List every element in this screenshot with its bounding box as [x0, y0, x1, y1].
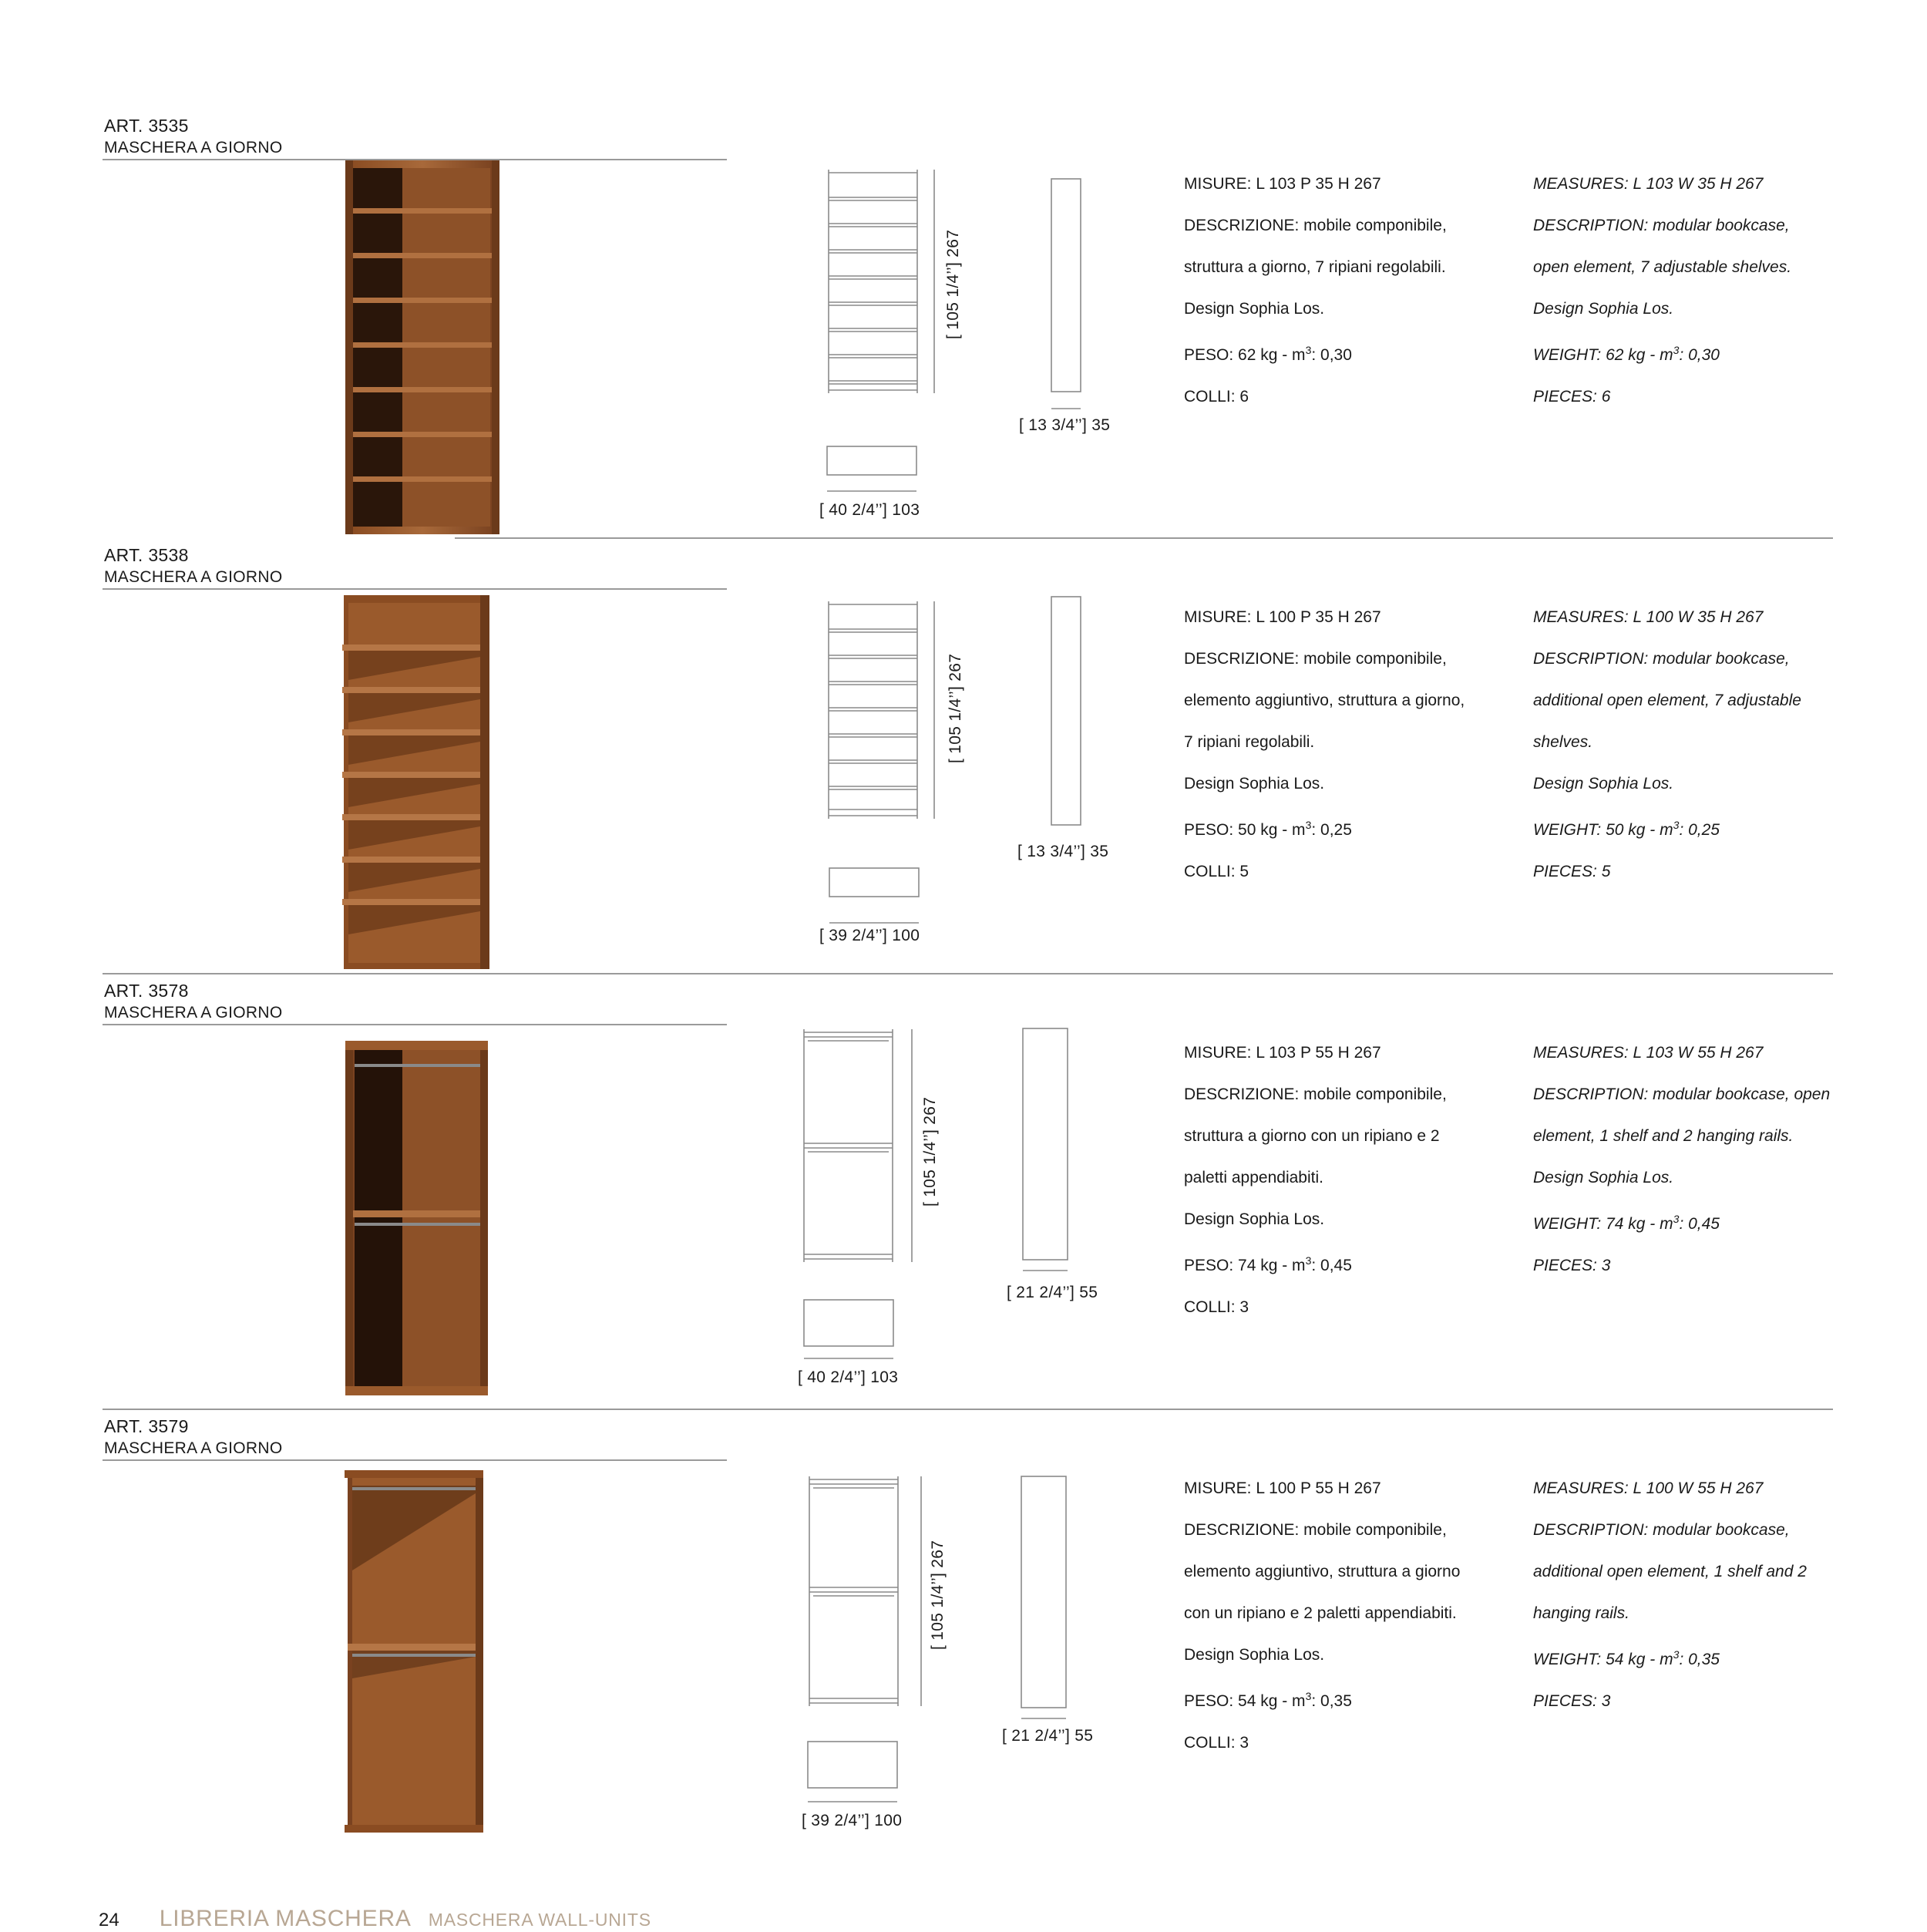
article-subtitle: MASCHERA A GIORNO: [104, 1004, 283, 1022]
description-en-line: element, 1 shelf and 2 hanging rails.: [1533, 1127, 1794, 1145]
page-number: 24: [99, 1910, 119, 1930]
article-code: ART. 3538: [104, 545, 189, 565]
depth-dimension-label: [ 13 3/4’’] 35: [1017, 843, 1109, 860]
height-dimension-label: [ 105 1/4’’] 267: [929, 1540, 947, 1650]
weight-en: WEIGHT: 62 kg - $m^3$: 0,30: [1533, 344, 1720, 364]
description-it-line: DESCRIZIONE: mobile componibile,: [1184, 217, 1447, 234]
depth-dimension-label: [ 13 3/4’’] 35: [1019, 416, 1111, 434]
description-en-line: shelves.: [1533, 733, 1593, 751]
weight-en: WEIGHT: 50 kg - $m^3$: 0,25: [1533, 819, 1720, 839]
spec-english: [1533, 153, 1791, 428]
article-subtitle: MASCHERA A GIORNO: [104, 568, 283, 586]
measures-en: MEASURES: L 103 W 55 H 267: [1533, 1044, 1764, 1062]
design-it: Design Sophia Los.: [1184, 1646, 1325, 1664]
description-it-line: struttura a giorno con un ripiano e 2: [1184, 1127, 1440, 1145]
page-footer: [99, 1906, 651, 1932]
article-code: ART. 3578: [104, 981, 189, 1001]
depth-dimension-label: [ 21 2/4’’] 55: [1007, 1284, 1098, 1301]
side-elevation-drawing: [1048, 177, 1087, 420]
wardrobe-photo: [345, 1041, 488, 1395]
spec-english: [1533, 1022, 1830, 1297]
width-dimension-label: [ 40 2/4’’] 103: [798, 1368, 899, 1386]
spec-italian: [1184, 1022, 1447, 1338]
description-it-line: DESCRIZIONE: mobile componibile,: [1184, 1521, 1447, 1539]
design-en: Design Sophia Los.: [1533, 1169, 1674, 1186]
plan-view-drawing: [805, 1738, 902, 1812]
pieces-it: COLLI: 3: [1184, 1734, 1249, 1752]
depth-dimension-label: [ 21 2/4’’] 55: [1002, 1727, 1094, 1745]
description-en-line: additional open element, 7 adjustable: [1533, 692, 1801, 709]
spec-italian: [1184, 586, 1465, 903]
pieces-en: PIECES: 3: [1533, 1692, 1611, 1710]
weight-en: WEIGHT: 74 kg - $m^3$: 0,45: [1533, 1213, 1720, 1233]
spec-italian: [1184, 1457, 1460, 1774]
design-it: Design Sophia Los.: [1184, 1210, 1325, 1228]
article-code: ART. 3535: [104, 116, 189, 136]
pieces-en: PIECES: 3: [1533, 1257, 1611, 1274]
design-it: Design Sophia Los.: [1184, 300, 1325, 318]
weight-it: PESO: 62 kg - $m^3$: 0,30: [1184, 344, 1352, 364]
description-it-line: elemento aggiuntivo, struttura a giorno,: [1184, 692, 1465, 709]
height-dimension-label: [ 105 1/4’’] 267: [944, 229, 962, 339]
bookcase-photo: [339, 595, 489, 969]
product-art-3579: [0, 1399, 1927, 1831]
design-it: Design Sophia Los.: [1184, 775, 1325, 793]
weight-it: PESO: 54 kg - $m^3$: 0,35: [1184, 1690, 1352, 1710]
pieces-it: COLLI: 5: [1184, 863, 1249, 880]
section-divider: [103, 1409, 1833, 1410]
measures-it: MISURE: L 100 P 55 H 267: [1184, 1479, 1381, 1497]
front-elevation-drawing: [821, 601, 937, 829]
weight-en: WEIGHT: 54 kg - $m^3$: 0,35: [1533, 1648, 1720, 1668]
side-elevation-drawing: [1020, 1475, 1070, 1725]
side-elevation-drawing: [1048, 595, 1087, 838]
title-divider: [103, 1024, 727, 1025]
weight-it: PESO: 50 kg - $m^3$: 0,25: [1184, 819, 1352, 839]
article-code: ART. 3579: [104, 1416, 189, 1436]
pieces-it: COLLI: 3: [1184, 1298, 1249, 1316]
height-dimension-label: [ 105 1/4’’] 267: [921, 1096, 939, 1207]
width-dimension-label: [ 40 2/4’’] 103: [819, 501, 920, 519]
measures-it: MISURE: L 103 P 55 H 267: [1184, 1044, 1381, 1062]
description-en-line: DESCRIPTION: modular bookcase,: [1533, 217, 1790, 234]
pieces-en: PIECES: 5: [1533, 863, 1611, 880]
width-dimension-label: [ 39 2/4’’] 100: [802, 1812, 903, 1829]
design-en: Design Sophia Los.: [1533, 775, 1674, 793]
description-en-line: DESCRIPTION: modular bookcase,: [1533, 650, 1790, 668]
description-it-line: elemento aggiuntivo, struttura a giorno: [1184, 1563, 1461, 1580]
pieces-en: PIECES: 6: [1533, 388, 1611, 406]
side-elevation-drawing: [1021, 1027, 1071, 1277]
description-en-line: hanging rails.: [1533, 1604, 1629, 1622]
measures-it: MISURE: L 100 P 35 H 267: [1184, 608, 1381, 626]
description-it-line: con un ripiano e 2 paletti appendiabiti.: [1184, 1604, 1457, 1622]
brand-subtitle: MASCHERA WALL-UNITS: [428, 1910, 651, 1930]
description-it-line: DESCRIZIONE: mobile componibile,: [1184, 1085, 1447, 1103]
title-divider: [103, 1459, 727, 1461]
spec-english: [1533, 586, 1801, 903]
brand-title: LIBRERIA MASCHERA: [159, 1906, 412, 1931]
spec-italian: [1184, 153, 1447, 428]
bookcase-photo: [345, 160, 499, 534]
product-art-3535: [0, 93, 1927, 524]
front-elevation-drawing: [805, 1476, 925, 1715]
wardrobe-photo: [345, 1470, 483, 1833]
description-en-line: DESCRIPTION: modular bookcase,: [1533, 1521, 1790, 1539]
spec-english: [1533, 1457, 1807, 1732]
description-it-line: struttura a giorno, 7 ripiani regolabili.: [1184, 258, 1446, 276]
section-divider: [455, 537, 1833, 539]
section-divider: [103, 973, 1833, 974]
product-art-3578: [0, 964, 1927, 1395]
pieces-it: COLLI: 6: [1184, 388, 1249, 406]
width-dimension-label: [ 39 2/4’’] 100: [819, 927, 920, 944]
description-it-line: paletti appendiabiti.: [1184, 1169, 1323, 1186]
description-it-line: DESCRIZIONE: mobile componibile,: [1184, 650, 1447, 668]
measures-it: MISURE: L 103 P 35 H 267: [1184, 175, 1381, 193]
measures-en: MEASURES: L 100 W 35 H 267: [1533, 608, 1764, 626]
article-subtitle: MASCHERA A GIORNO: [104, 139, 283, 157]
height-dimension-label: [ 105 1/4’’] 267: [947, 653, 964, 763]
description-en-line: additional open element, 1 shelf and 2: [1533, 1563, 1807, 1580]
product-art-3538: [0, 528, 1927, 960]
front-elevation-drawing: [821, 170, 937, 405]
title-divider: [103, 588, 727, 590]
plan-view-drawing: [825, 443, 921, 509]
front-elevation-drawing: [800, 1029, 920, 1272]
measures-en: MEASURES: L 103 W 35 H 267: [1533, 175, 1764, 193]
plan-view-drawing: [802, 1297, 898, 1370]
description-en-line: DESCRIPTION: modular bookcase, open: [1533, 1085, 1831, 1103]
plan-view-drawing: [827, 865, 923, 931]
design-en: Design Sophia Los.: [1533, 300, 1674, 318]
weight-it: PESO: 74 kg - $m^3$: 0,45: [1184, 1254, 1352, 1274]
measures-en: MEASURES: L 100 W 55 H 267: [1533, 1479, 1764, 1497]
description-it-line: 7 ripiani regolabili.: [1184, 733, 1315, 751]
description-en-line: open element, 7 adjustable shelves.: [1533, 258, 1792, 276]
article-subtitle: MASCHERA A GIORNO: [104, 1439, 283, 1457]
